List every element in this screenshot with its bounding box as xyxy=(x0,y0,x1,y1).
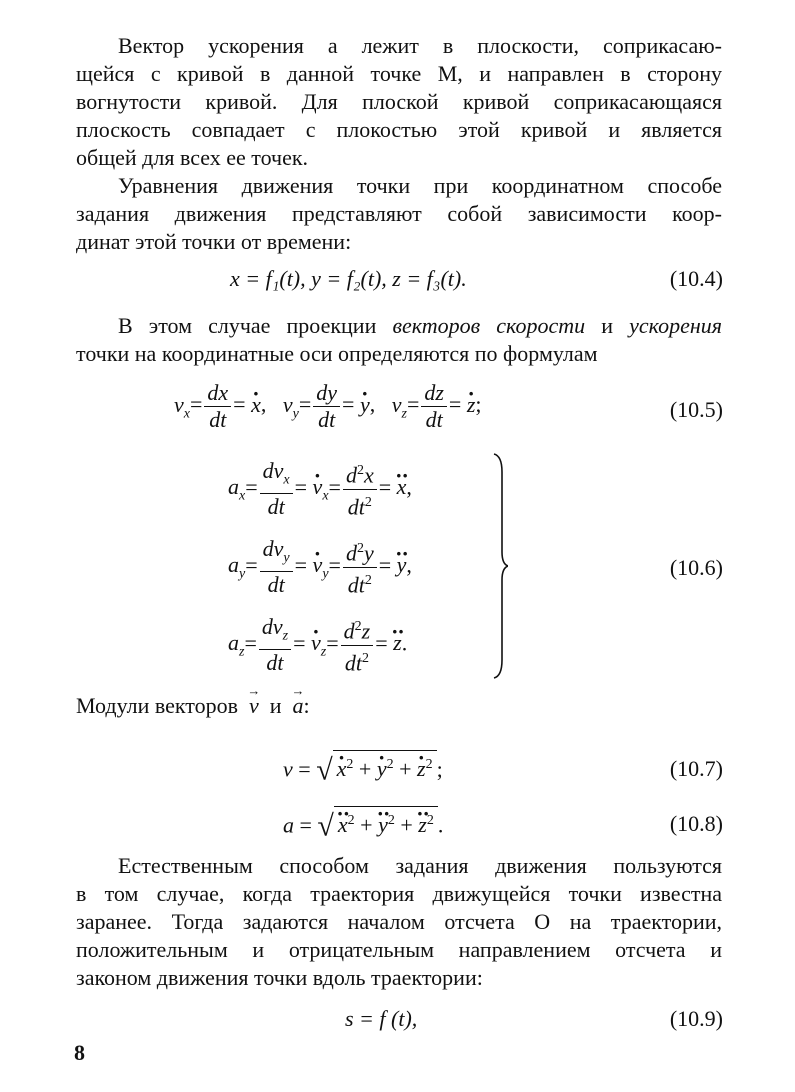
equation-number-10-9: (10.9) xyxy=(669,1006,723,1031)
text-line: Уравнения движения точки при координатном способе xyxy=(118,173,722,198)
paragraph-natural-method xyxy=(76,852,722,992)
equation-10-6-az: $a_z=$ $\frac{dv_z}{dt}$ = $v \cdot_z=$ $\frac{d^2z}{dt^2}$ = z ··. xyxy=(228,614,407,676)
equation-10-8: a = √ x ··$^2$ + y ··$^2$ + z ··$^2$ . xyxy=(283,806,443,843)
text-line: в том случае, когда траектория движущейся точки известна xyxy=(76,881,722,906)
equation-number-10-6: (10.6) xyxy=(669,555,723,580)
equation-number-10-8: (10.8) xyxy=(669,811,723,836)
text-line: Модули векторов v → и a →: xyxy=(76,692,722,720)
paragraph-acceleration-vector xyxy=(76,32,722,172)
text-line: плоскость совпадает с плокостью этой кривой и является xyxy=(76,117,722,142)
page-number: 8 xyxy=(74,1040,85,1065)
equation-10-9: s = f (t), xyxy=(345,1006,418,1031)
equation-10-7: v = √ x ·$^2$ + y ·$^2$ + z ·$^2$ ; xyxy=(283,750,443,787)
paragraph-vector-moduli xyxy=(76,692,722,720)
equation-10-6-ay: $a_y=$ $\frac{dv_y}{dt}$ = $v \cdot_y=$ $\frac{d^2y}{dt^2}$ = y ··, xyxy=(228,536,412,598)
text-line: Естественным способом задания движения пользуются xyxy=(118,853,722,878)
right-brace xyxy=(492,452,508,680)
text-line: В этом случае проекции векторов скорости и ускорения xyxy=(118,313,722,338)
text-line: заранее. Тогда задаются началом отсчета O на траектории, xyxy=(76,909,722,934)
paragraph-coordinate-method xyxy=(76,172,722,256)
text-line: законом движения точки вдоль траектории: xyxy=(76,965,483,990)
text-line: общей для всех ее точек. xyxy=(76,145,309,170)
text-line: Вектор ускорения a лежит в плоскости, соприкасаю- xyxy=(118,33,722,58)
equation-10-5: $v_x=$ $\frac{dx}{dt}$ = x ·, $v_y=$ $\frac{dy}{dt}$ = y ·, $v_z=$ $\frac{dz}{dt}$ = z ·; xyxy=(174,380,482,433)
paragraph-projections xyxy=(76,312,722,368)
text-line: задания движения представляют собой зависимости коор- xyxy=(76,201,722,226)
text-line: щейся с кривой в данной точке M, и направлен в сторону xyxy=(76,61,722,86)
text-line: точки на координатные оси определяются по формулам xyxy=(76,341,598,366)
equation-number-10-7: (10.7) xyxy=(669,756,723,781)
text-line: динат этой точки от времени: xyxy=(76,229,352,254)
equation-number-10-5: (10.5) xyxy=(669,397,723,422)
equation-10-6-ax: $a_x=$ $\frac{dv_x}{dt}$ = $v \cdot_x=$ $\frac{d^2x}{dt^2}$ = x ··, xyxy=(228,458,412,520)
equation-number-10-4: (10.4) xyxy=(669,266,723,291)
equation-10-4: x = f₁(t), y = f₂(t), z = f₃(t). xyxy=(230,266,467,291)
text-line: положительным и отрицательным направлением отсчета и xyxy=(76,937,722,962)
text-line: вогнутости кривой. Для плоской кривой соприкасающаяся xyxy=(76,89,722,114)
